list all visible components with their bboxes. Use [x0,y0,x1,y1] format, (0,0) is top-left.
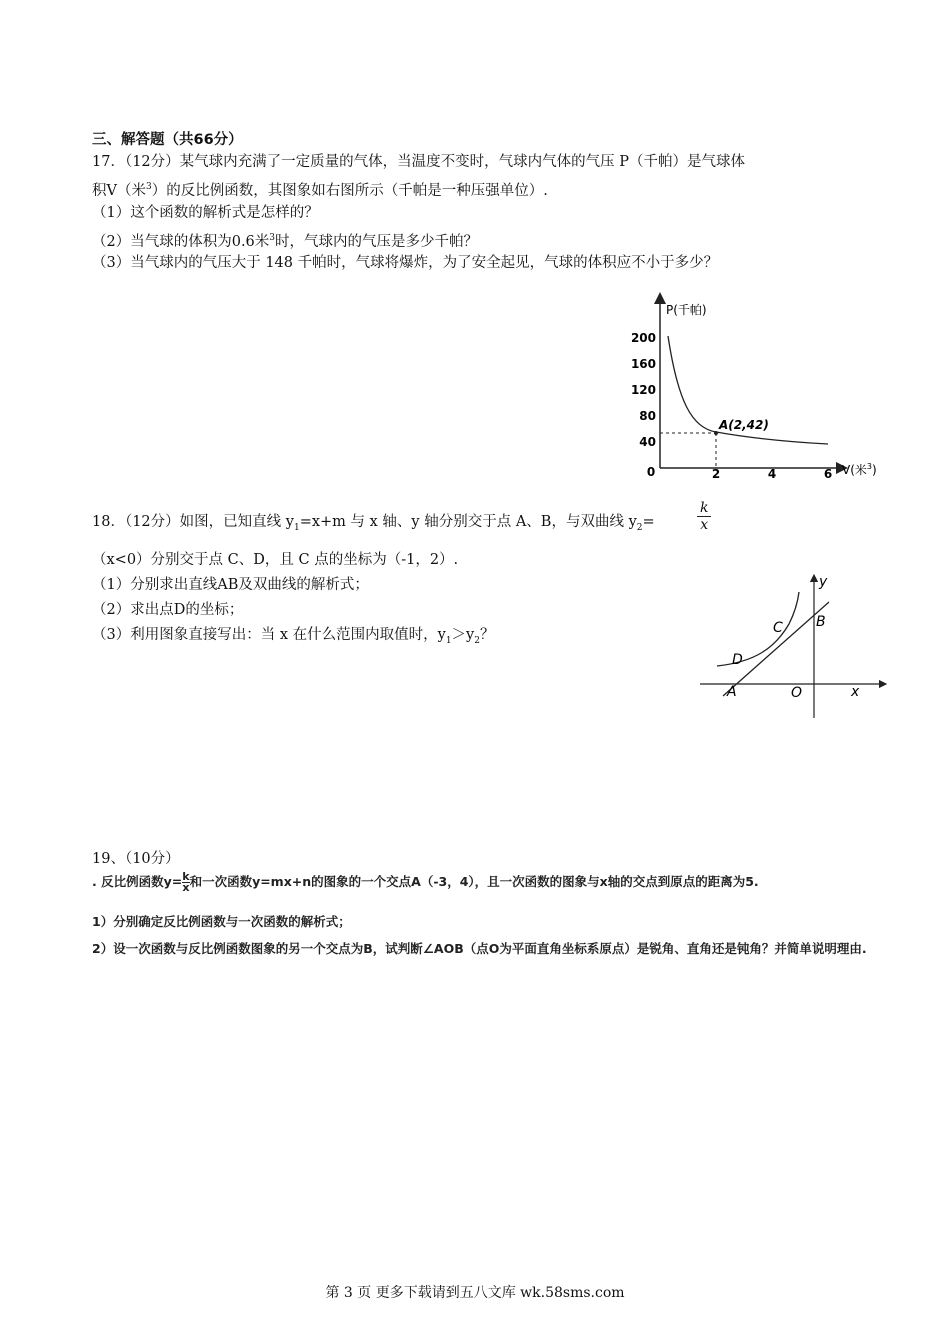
hyperbola-branch [717,592,799,666]
y-tick-40: 40 [639,435,656,449]
y-tick-80: 80 [639,409,656,423]
y-tick-160: 160 [630,357,656,371]
q19-line1: . 反比例函数y= $\frac{k}{x}$和一次函数y=mx+n的图象的一个交点A（-3，4），且一次函数的图象与x轴的交点到原点的距离为5. [92,870,759,894]
line-ab [723,602,829,696]
q18-part2: （2）求出点D的坐标； [92,602,244,618]
q18-line1: 18．（12分）如图，已知直线 $y_1=x+m$ 与 x 轴、y 轴分别交于点 A、B，与双曲线 $y_2=$ [92,514,655,533]
y-axis-label: P(千帕) [666,303,707,317]
point-d-label: D [732,652,743,668]
y-tick-120: 120 [630,383,656,397]
q19-part1: 1）分别确定反比例函数与一次函数的解析式； [92,914,351,929]
y-axis-label: y [819,574,828,590]
origin-label: O [791,685,803,701]
point-a-label: A(2,42) [719,418,769,432]
x-tick-6: 6 [823,467,833,481]
page-footer: 第 3 页 更多下载请到五八文库 wk.58sms.com [325,1285,625,1301]
q18-part1: （1）分别求出直线AB及双曲线的解析式； [92,577,369,593]
q19-title: 19、（10分） [92,851,180,867]
q17-line1: 17．（12分）某气球内充满了一定质量的气体，当温度不变时，气球内气体的气压 P（千帕）是气球体 [92,154,746,170]
x-axis-label: V(米$^3$) [842,462,877,477]
q17-part1: （1）这个函数的解析式是怎样的？ [92,205,319,221]
q18-part3: （3）利用图象直接写出：当 x 在什么范围内取值时，$y_1>y_2$？ [92,627,495,646]
point-a-label: A [727,684,737,700]
q17-pressure-graph [620,292,890,487]
point-a [714,431,718,435]
q17-part2: （2）当气球的体积为0.6米$^3$时，气球内的气压是多少千帕？ [92,233,479,250]
q18-fraction: $\frac{k}{x}$ [697,500,711,533]
x-tick-4: 4 [767,467,777,481]
x-axis-label: x [851,684,860,700]
q18-line-hyperbola-graph [695,572,890,722]
section-title: 三、解答题（共66分） [92,132,243,148]
y-tick-200: 200 [630,331,656,345]
point-b-label: B [816,614,826,630]
q19-part2: 2）设一次函数与反比例函数图象的另一个交点为B，试判断∠AOB（点O为平面直角坐标系原点）是锐角、直角还是钝角？并简单说明理由. [92,941,867,956]
q17-part3: （3）当气球内的气压大于 148 千帕时，气球将爆炸，为了安全起见，气球的体积应不小于多少？ [92,255,719,271]
origin-label: 0 [646,465,656,479]
q17-line2: 积V（米$^3$）的反比例函数，其图象如右图所示（千帕是一种压强单位）. [92,182,548,199]
q18-line2: （x<0）分别交于点 C、D，且 C 点的坐标为（-1，2）. [92,552,459,568]
x-tick-2: 2 [711,467,721,481]
point-c-label: C [773,620,783,636]
